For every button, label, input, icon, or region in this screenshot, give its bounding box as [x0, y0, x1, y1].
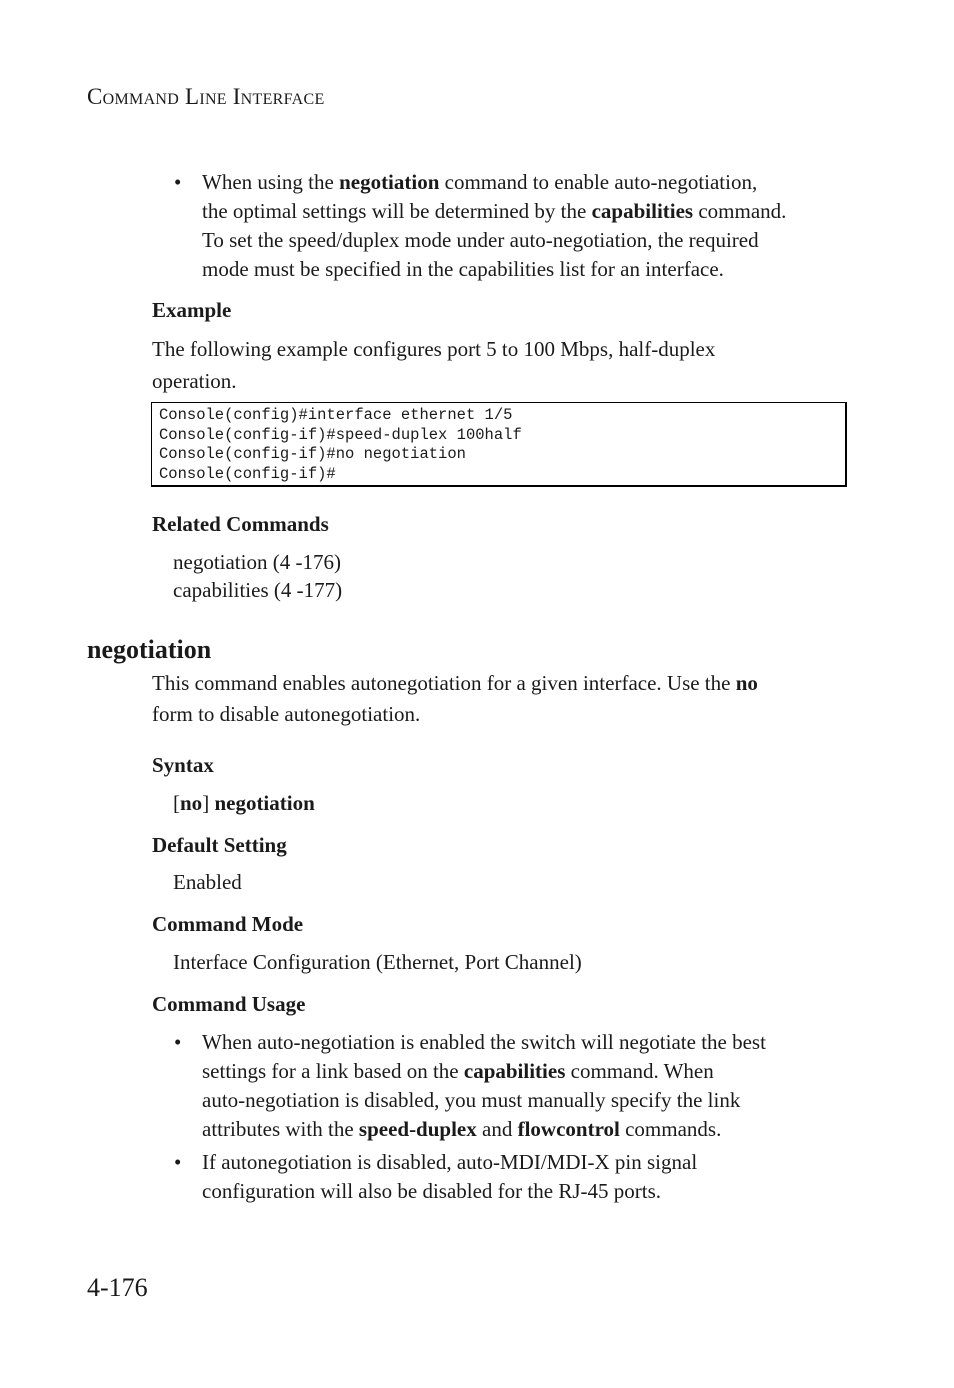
usage-bullet-1: • When auto-negotiation is enabled the switch will negotiate the best settings for a link based on the capabilities command. When auto-negotiation is disabled, you must manually specify the link attributes with the speed-duplex and flowcontrol commands. — [174, 1030, 766, 1141]
bullet-negotiation-capabilities: • When using the negotiation command to enable auto-negotiation, the optimal settings will be determined by the capabilities command. To set the speed/duplex mode under auto-negotiation, the required mode must be specified in the capabilities list for an interface. — [174, 170, 787, 281]
code-line: Console(config)#interface ethernet 1/5 — [159, 406, 513, 424]
default-setting-value: Enabled — [173, 870, 242, 894]
example-heading: Example — [152, 298, 232, 322]
command-mode-value: Interface Configuration (Ethernet, Port Channel) — [173, 950, 582, 974]
related-command-link[interactable]: negotiation (4 -176) — [173, 550, 341, 574]
related-command-link[interactable]: capabilities (4 -177) — [173, 578, 343, 602]
bullet-marker: • — [174, 1150, 182, 1174]
bullet-marker: • — [174, 170, 182, 194]
code-line: Console(config-if)# — [159, 464, 336, 483]
command-mode-heading: Command Mode — [152, 912, 304, 936]
related-commands-heading: Related Commands — [152, 512, 329, 536]
code-line: Console(config-if)#speed-duplex 100half — [159, 425, 522, 444]
command-usage-heading: Command Usage — [152, 992, 306, 1016]
default-setting-heading: Default Setting — [152, 833, 287, 857]
running-header: COMMAND LINE INTERFACE — [87, 84, 325, 109]
syntax-line: [no] negotiation — [173, 791, 315, 815]
example-description: The following example configures port 5 to 100 Mbps, half-duplex operation. — [152, 337, 716, 393]
page-number: 4-176 — [87, 1273, 148, 1302]
usage-bullet-2: • If autonegotiation is disabled, auto-MDI/MDI-X pin signal configuration will also be disabled for the RJ-45 ports. — [174, 1150, 698, 1203]
example-code-block — [151, 402, 847, 487]
related-commands-list — [173, 548, 342, 604]
bullet-marker: • — [174, 1030, 182, 1054]
section-title: negotiation — [87, 635, 212, 664]
command-description: This command enables autonegotiation for a given interface. Use the no form to disable autonegotiation. — [152, 671, 758, 726]
code-line: Console(config-if)#no negotiation — [159, 445, 466, 463]
syntax-heading: Syntax — [152, 753, 214, 777]
